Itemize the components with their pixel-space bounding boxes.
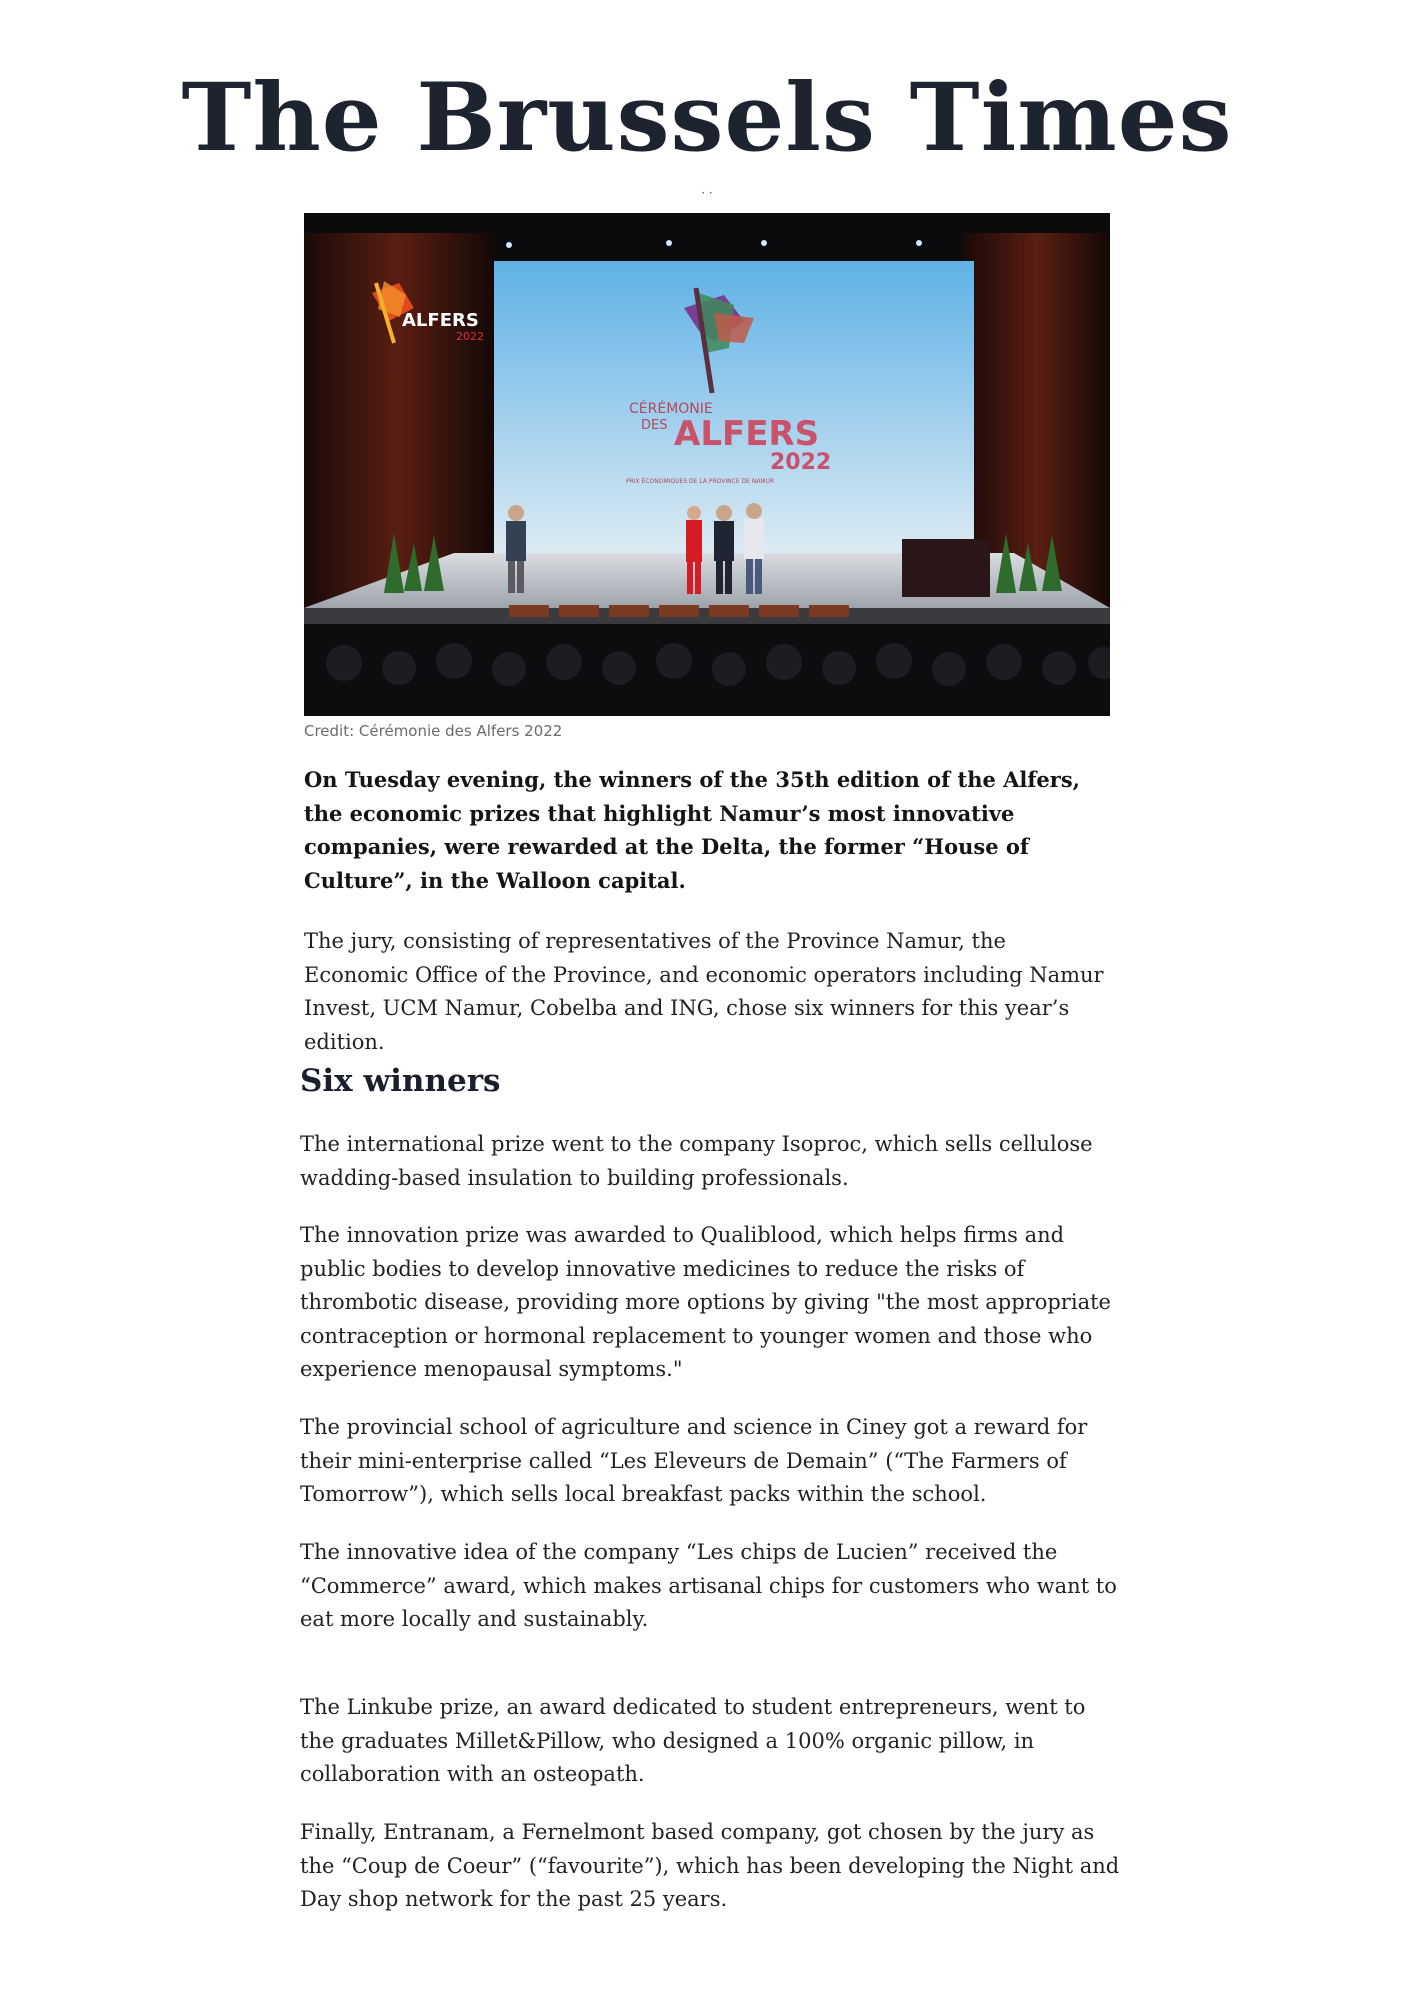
article-lead: On Tuesday evening, the winners of the 35th edition of the Alfers, the economic prizes that highlight Namur’s most innovative companies, were rewarded at the Delta, the former “House of Culture”, in the Walloon capital. (304, 767, 1080, 893)
paragraph-school: The provincial school of agriculture and science in Ciney got a reward for their mini-enterprise called “Les Eleveurs de Demain” (“The Farmers of Tomorrow”), which sells local breakfast packs within the school. (300, 1415, 1088, 1506)
masthead-separator: · · (701, 186, 713, 200)
photo-credit: Credit: Cérémonie des Alfers 2022 (304, 722, 563, 740)
projection-screen (494, 261, 974, 553)
paragraph-linkube: The Linkube prize, an award dedicated to student entrepreneurs, went to the graduates Millet&Pillow, who designed a 100% organic pillow, in collaboration with an osteopath. (300, 1695, 1086, 1786)
screen-subtitle: PRIX ÉCONOMIQUES DE LA PROVINCE DE NAMUR (626, 478, 775, 485)
screen-title-year: 2022 (770, 450, 832, 475)
paragraph-coup-de-coeur: Finally, Entranam, a Fernelmont based company, got chosen by the jury as the “Coup de Coeur” (“favourite”), which has been developing the Night and Day shop network for the past 25 years. (300, 1820, 1120, 1911)
paragraph-commerce: The innovative idea of the company “Les chips de Lucien” received the “Commerce” award, which makes artisanal chips for customers who want to eat more locally and sustainably. (300, 1540, 1117, 1631)
section-heading: Six winners (300, 1063, 501, 1099)
ceremony-photo (304, 213, 1110, 716)
masthead-logo: The Brussels Times (181, 63, 1233, 173)
screen-title-des: DES (641, 418, 668, 433)
corner-logo-year: 2022 (456, 330, 484, 343)
paragraph-international: The international prize went to the company Isoproc, which sells cellulose wadding-based insulation to building professionals. (300, 1132, 1093, 1190)
paragraph-innovation: The innovation prize was awarded to Qualiblood, which helps firms and public bodies to develop innovative medicines to reduce the risks of thrombotic disease, providing more options by giving "the most appropriate contraception or hormonal replacement to younger women and those who experience menopausal symptoms." (300, 1223, 1111, 1381)
paragraph-jury: The jury, consisting of representatives of the Province Namur, the Economic Office of the Province, and economic operators including Namur Invest, UCM Namur, Cobelba and ING, chose six winners for this year’s edition. (304, 929, 1104, 1054)
corner-logo-text: ALFERS (402, 310, 479, 331)
screen-title-line1: CÉRÉMONIE (629, 401, 713, 417)
screen-title-alfers: ALFERS (674, 414, 820, 454)
